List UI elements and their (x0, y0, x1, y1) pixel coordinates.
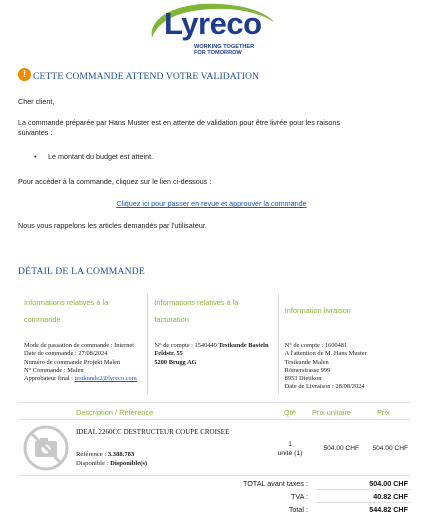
exclamation-icon: ! (18, 68, 31, 81)
order-project-number: Numéro de commande Projekt Malen (24, 358, 121, 366)
delivery-city: 8953 Dietikon (284, 375, 322, 383)
product-quantity-unit: unité (1) (277, 450, 303, 457)
total-label: Total : (288, 505, 308, 514)
final-approver-label: Approbateur final : (24, 375, 75, 383)
product-availability-value: Disponible(s) (110, 460, 148, 467)
no-image-camera-icon (22, 424, 70, 472)
order-details-title: DÉTAIL DE LA COMMANDE (18, 266, 145, 277)
delivery-info-body (279, 342, 408, 392)
order-number: N° Commande : Malen (24, 366, 84, 374)
billing-info-heading-line-1: Informations relatives à la (154, 298, 239, 307)
subtotal-value: 504.00 CHF (369, 479, 408, 488)
col-description: Description / Référence (76, 408, 154, 417)
final-approver (24, 375, 143, 383)
product-availability-label: Disponible : (76, 460, 111, 467)
order-info-columns (18, 294, 408, 394)
delivery-company: Testkunde Malen (284, 358, 329, 366)
order-info-body (18, 342, 147, 383)
subtotal-label: TOTAL avant taxes : (243, 479, 308, 488)
order-info-heading (18, 294, 147, 328)
reminder-text: Nous vous rappelons les articles demandés par l'utilisateur. (18, 221, 207, 230)
product-availability (76, 459, 147, 468)
alert-banner (18, 66, 259, 82)
greeting: Cher client, (18, 97, 55, 106)
billing-account-label: N° de compte : 1540440 (154, 342, 219, 349)
order-mode: Mode de passation de commande : Internet (24, 342, 135, 349)
billing-info-column (147, 294, 277, 394)
reason-bullet: Le montant du budget est atteint. (48, 152, 154, 161)
billing-city: 5200 Brugg AG (154, 358, 197, 366)
billing-street: Feldstr. 55 (154, 350, 183, 358)
lyreco-logo (140, 2, 280, 62)
tax-value: 40.82 CHF (373, 492, 408, 501)
product-unit-price: 504.00 CHF (323, 445, 359, 452)
intro-line-2: suivantes : (18, 128, 53, 137)
billing-info-body (148, 342, 277, 367)
logo-tagline-2: FOR TOMORROW (194, 50, 242, 56)
order-info-heading-line-1: Informations relatives à la (24, 298, 109, 307)
delivery-account: N° de compte : 1600481 (284, 342, 348, 349)
product-name: IDEAL 2260CC DESTRUCTEUR COUPE CROISEE (76, 428, 230, 436)
alert-title: CETTE COMMANDE ATTEND VOTRE VALIDATION (33, 70, 260, 82)
order-date: Date de commande : 27/08/2024 (24, 350, 108, 358)
intro-line-1: La commande préparée par Hans Muster est en attente de validation pour être livrée pour les raisons (18, 118, 341, 127)
totals-divider (316, 489, 410, 490)
review-approve-link[interactable]: Cliquez ici pour passer en revue et approuver la commande (116, 199, 307, 208)
product-quantity-value: 1 (288, 441, 292, 448)
billing-info-heading (148, 294, 277, 328)
table-row (18, 422, 410, 476)
order-info-heading-line-2: commande (24, 315, 61, 324)
delivery-date: Date de Livraison : 28/08/2024 (284, 383, 365, 391)
product-price: 504.00 CHF (372, 445, 408, 452)
delivery-info-heading: Information livraison (284, 306, 351, 315)
logo-wordmark: Lyreco (164, 6, 262, 41)
bullet-dot: • (34, 152, 37, 161)
tax-label: TVA : (290, 492, 308, 501)
product-quantity (270, 440, 310, 458)
billing-info-heading-line-2: facturation (154, 315, 189, 324)
logo-tagline-1: WORKING TOGETHER (194, 44, 255, 50)
access-text: Pour accéder à la commande, cliquez sur le lien ci-dessous : (18, 177, 212, 186)
billing-account (154, 342, 273, 350)
col-price: Prix (377, 408, 390, 417)
delivery-attention: A l'attention de M. Hans Muster (284, 350, 367, 358)
delivery-street: Römerstrasse 999 (284, 366, 331, 374)
product-reference (76, 450, 147, 459)
order-info-column (18, 294, 147, 394)
product-reference-value: 3.388.783 (107, 451, 135, 458)
items-table-header (18, 402, 410, 420)
totals-divider (316, 502, 410, 503)
product-reference-label: Référence : (76, 451, 108, 458)
col-qty: Qté (284, 408, 296, 417)
total-value: 544.82 CHF (369, 505, 408, 514)
delivery-info-column (278, 294, 408, 394)
product-reference-block (76, 450, 147, 468)
col-unit-price: Prix unitaire (312, 408, 352, 417)
approver-email-link[interactable]: testkunde2@lyreco.com (74, 375, 137, 383)
billing-company: Testkunde Basteln (218, 342, 269, 349)
